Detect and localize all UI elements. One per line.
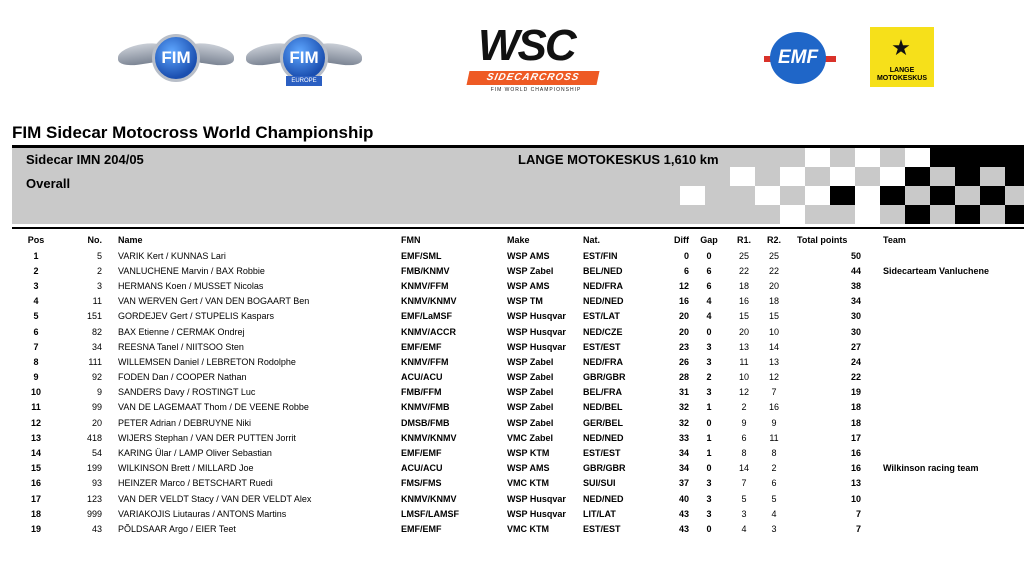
cell-nationality: BEL/FRA bbox=[583, 387, 622, 398]
cell-rider-names: WILLEMSEN Daniel / LEBRETON Rodolphe bbox=[118, 356, 296, 367]
col-gap: Gap bbox=[700, 235, 718, 245]
cell-team: Wilkinson racing team bbox=[883, 463, 979, 474]
cell-race1-points: 3 bbox=[741, 508, 747, 519]
cell-pos: 16 bbox=[30, 478, 41, 489]
cell-nationality: LIT/LAT bbox=[583, 508, 616, 519]
cell-diff: 0 bbox=[683, 250, 689, 261]
table-row bbox=[12, 309, 1024, 324]
cell-gap: 3 bbox=[706, 508, 712, 519]
cell-race2-points: 25 bbox=[768, 250, 779, 261]
cell-total-points: 24 bbox=[850, 356, 861, 367]
cell-fmn: EMF/EMF bbox=[401, 341, 442, 352]
cell-race2-points: 14 bbox=[768, 341, 779, 352]
cell-pos: 1 bbox=[33, 250, 39, 261]
cell-start-number: 199 bbox=[86, 463, 102, 474]
cell-total-points: 50 bbox=[850, 250, 861, 261]
cell-fmn: EMF/EMF bbox=[401, 448, 442, 459]
cell-race2-points: 10 bbox=[768, 326, 779, 337]
cell-nationality: NED/NED bbox=[583, 493, 624, 504]
cell-race1-points: 22 bbox=[738, 265, 749, 276]
cell-pos: 13 bbox=[30, 432, 41, 443]
cell-make: WSP Husqvar bbox=[507, 508, 566, 519]
cell-team bbox=[877, 430, 1024, 445]
cell-nationality: EST/EST bbox=[583, 523, 621, 534]
cell-rider-names: WILKINSON Brett / MILLARD Joe bbox=[118, 463, 254, 474]
cell-pos: 11 bbox=[31, 402, 41, 413]
table-row bbox=[12, 278, 1024, 293]
cell-fmn: EMF/EMF bbox=[401, 523, 442, 534]
col-make: Make bbox=[507, 235, 530, 245]
cell-nationality: NED/NED bbox=[583, 296, 624, 307]
cell-pos: 19 bbox=[30, 523, 41, 534]
cell-nationality: GBR/GBR bbox=[583, 463, 626, 474]
cell-gap: 2 bbox=[706, 372, 712, 383]
cell-team bbox=[877, 294, 1024, 309]
cell-fmn: FMS/FMS bbox=[401, 478, 442, 489]
cell-start-number: 3 bbox=[96, 280, 102, 291]
cell-pos: 4 bbox=[33, 296, 39, 307]
cell-team bbox=[877, 339, 1024, 354]
cell-nationality: NED/NED bbox=[583, 432, 624, 443]
divider bbox=[12, 227, 1024, 229]
cell-make: WSP TM bbox=[507, 296, 543, 307]
cell-nationality: BEL/NED bbox=[583, 265, 623, 276]
cell-make: WSP Zabel bbox=[507, 265, 554, 276]
cell-diff: 26 bbox=[678, 356, 689, 367]
col-name: Name bbox=[118, 235, 143, 245]
cell-make: WSP Zabel bbox=[507, 402, 554, 413]
table-row bbox=[12, 354, 1024, 369]
fim-logo: FIM bbox=[118, 30, 234, 88]
cell-rider-names: VAN DER VELDT Stacy / VAN DER VELDT Alex bbox=[118, 493, 312, 504]
cell-race2-points: 12 bbox=[768, 372, 779, 383]
cell-diff: 43 bbox=[678, 508, 689, 519]
cell-fmn: KNMV/KNMV bbox=[401, 296, 457, 307]
col-no: No. bbox=[87, 235, 102, 245]
cell-race2-points: 5 bbox=[771, 493, 777, 504]
cell-nationality: EST/EST bbox=[583, 448, 621, 459]
cell-team bbox=[877, 309, 1024, 324]
cell-race2-points: 9 bbox=[771, 417, 777, 428]
cell-total-points: 13 bbox=[850, 478, 861, 489]
cell-fmn: DMSB/FMB bbox=[401, 417, 450, 428]
rider-icon: ★ bbox=[891, 35, 911, 60]
cell-rider-names: PÕLDSAAR Argo / EIER Teet bbox=[118, 523, 236, 534]
col-diff: Diff bbox=[674, 235, 689, 245]
cell-pos: 8 bbox=[33, 356, 39, 367]
cell-total-points: 30 bbox=[850, 326, 861, 337]
cell-pos: 3 bbox=[33, 280, 39, 291]
cell-race1-points: 18 bbox=[738, 280, 749, 291]
cell-rider-names: REESNA Tanel / NIITSOO Sten bbox=[118, 341, 244, 352]
cell-team bbox=[877, 445, 1024, 460]
table-row bbox=[12, 415, 1024, 430]
cell-diff: 12 bbox=[678, 280, 689, 291]
table-row bbox=[12, 476, 1024, 491]
cell-start-number: 418 bbox=[86, 432, 102, 443]
table-row bbox=[12, 506, 1024, 521]
cell-total-points: 44 bbox=[850, 265, 861, 276]
cell-nationality: NED/FRA bbox=[583, 280, 623, 291]
cell-race2-points: 2 bbox=[771, 463, 777, 474]
cell-make: WSP KTM bbox=[507, 448, 550, 459]
cell-diff: 43 bbox=[678, 523, 689, 534]
cell-make: WSP Husqvar bbox=[507, 341, 566, 352]
cell-total-points: 38 bbox=[850, 280, 861, 291]
table-row bbox=[12, 263, 1024, 278]
cell-pos: 5 bbox=[33, 311, 39, 322]
page-title: FIM Sidecar Motocross World Championship bbox=[12, 123, 374, 142]
fim-europe-logo: FIM EUROPE bbox=[246, 30, 362, 88]
cell-fmn: EMF/LaMSF bbox=[401, 311, 452, 322]
logo-strip bbox=[0, 0, 1024, 112]
cell-nationality: GBR/GBR bbox=[583, 372, 626, 383]
cell-race2-points: 11 bbox=[769, 432, 779, 443]
cell-gap: 0 bbox=[706, 463, 712, 474]
cell-pos: 18 bbox=[30, 508, 41, 519]
checkered-flag-decoration bbox=[680, 148, 1024, 224]
cell-nationality: SUI/SUI bbox=[583, 478, 616, 489]
cell-total-points: 16 bbox=[850, 448, 861, 459]
cell-rider-names: VAN WERVEN Gert / VAN DEN BOGAART Ben bbox=[118, 296, 310, 307]
table-row bbox=[12, 430, 1024, 445]
cell-diff: 28 bbox=[678, 372, 689, 383]
cell-gap: 0 bbox=[706, 523, 712, 534]
cell-rider-names: KARING Ülar / LAMP Oliver Sebastian bbox=[118, 448, 272, 459]
cell-gap: 4 bbox=[706, 296, 712, 307]
cell-start-number: 11 bbox=[92, 296, 102, 307]
cell-race1-points: 8 bbox=[741, 448, 747, 459]
cell-make: WSP Zabel bbox=[507, 417, 554, 428]
cell-start-number: 54 bbox=[91, 448, 102, 459]
cell-diff: 40 bbox=[678, 493, 689, 504]
cell-fmn: ACU/ACU bbox=[401, 372, 443, 383]
cell-make: WSP Husqvar bbox=[507, 326, 566, 337]
cell-make: WSP Zabel bbox=[507, 372, 554, 383]
cell-race1-points: 6 bbox=[741, 432, 747, 443]
cell-nationality: NED/FRA bbox=[583, 356, 623, 367]
cell-race2-points: 20 bbox=[768, 280, 779, 291]
cell-team bbox=[877, 278, 1024, 293]
table-row bbox=[12, 461, 1024, 476]
cell-race2-points: 3 bbox=[771, 523, 777, 534]
cell-nationality: NED/BEL bbox=[583, 402, 623, 413]
cell-race2-points: 6 bbox=[771, 478, 777, 489]
cell-start-number: 111 bbox=[88, 356, 102, 367]
cell-fmn: KNMV/ACCR bbox=[401, 326, 456, 337]
cell-total-points: 30 bbox=[850, 311, 861, 322]
cell-race2-points: 18 bbox=[768, 296, 779, 307]
cell-diff: 34 bbox=[678, 463, 689, 474]
cell-rider-names: WIJERS Stephan / VAN DER PUTTEN Jorrit bbox=[118, 432, 296, 443]
cell-pos: 9 bbox=[33, 372, 39, 383]
cell-gap: 1 bbox=[706, 402, 712, 413]
cell-race1-points: 13 bbox=[738, 341, 749, 352]
cell-start-number: 2 bbox=[96, 265, 102, 276]
cell-gap: 3 bbox=[706, 478, 712, 489]
cell-race2-points: 15 bbox=[768, 311, 779, 322]
cell-race2-points: 4 bbox=[771, 508, 777, 519]
cell-total-points: 7 bbox=[855, 523, 861, 534]
cell-fmn: KNMV/FFM bbox=[401, 356, 449, 367]
cell-rider-names: PETER Adrian / DEBRUYNE Niki bbox=[118, 417, 252, 428]
cell-race2-points: 22 bbox=[768, 265, 779, 276]
cell-gap: 1 bbox=[706, 432, 712, 443]
cell-diff: 37 bbox=[678, 478, 689, 489]
cell-start-number: 92 bbox=[91, 372, 102, 383]
cell-rider-names: BAX Etienne / CERMAK Ondrej bbox=[118, 326, 245, 337]
cell-make: VMC KTM bbox=[507, 523, 549, 534]
cell-make: WSP Zabel bbox=[507, 387, 554, 398]
cell-total-points: 16 bbox=[850, 463, 861, 474]
table-row bbox=[12, 324, 1024, 339]
event-name: Sidecar IMN 204/05 bbox=[26, 152, 144, 167]
cell-rider-names: SANDERS Davy / ROSTINGT Luc bbox=[118, 387, 256, 398]
cell-nationality: EST/LAT bbox=[583, 311, 620, 322]
cell-race2-points: 7 bbox=[771, 387, 777, 398]
cell-gap: 3 bbox=[706, 356, 712, 367]
table-row bbox=[12, 248, 1024, 263]
cell-diff: 32 bbox=[678, 402, 689, 413]
cell-team bbox=[877, 248, 1024, 263]
cell-diff: 16 bbox=[678, 296, 689, 307]
cell-make: WSP Husqvar bbox=[507, 311, 566, 322]
table-row bbox=[12, 491, 1024, 506]
cell-race1-points: 12 bbox=[738, 387, 749, 398]
cell-rider-names: HEINZER Marco / BETSCHART Ruedi bbox=[118, 478, 273, 489]
col-pos: Pos bbox=[27, 235, 45, 245]
cell-rider-names: FODEN Dan / COOPER Nathan bbox=[118, 372, 247, 383]
table-row bbox=[12, 370, 1024, 385]
cell-nationality: GER/BEL bbox=[583, 417, 624, 428]
cell-total-points: 22 bbox=[850, 372, 861, 383]
table-row bbox=[12, 400, 1024, 415]
cell-pos: 7 bbox=[33, 341, 39, 352]
cell-fmn: LMSF/LAMSF bbox=[401, 508, 459, 519]
cell-race1-points: 16 bbox=[738, 296, 749, 307]
cell-team bbox=[877, 506, 1024, 521]
cell-race2-points: 8 bbox=[771, 448, 777, 459]
cell-make: WSP Husqvar bbox=[507, 493, 566, 504]
cell-fmn: FMB/FFM bbox=[401, 387, 442, 398]
cell-diff: 20 bbox=[678, 311, 689, 322]
cell-race1-points: 7 bbox=[741, 478, 747, 489]
cell-race1-points: 2 bbox=[741, 402, 747, 413]
cell-diff: 32 bbox=[678, 417, 689, 428]
cell-race1-points: 9 bbox=[741, 417, 747, 428]
cell-diff: 31 bbox=[678, 387, 689, 398]
cell-make: WSP Zabel bbox=[507, 356, 554, 367]
cell-start-number: 82 bbox=[91, 326, 102, 337]
cell-diff: 33 bbox=[678, 432, 689, 443]
cell-diff: 23 bbox=[678, 341, 689, 352]
cell-team bbox=[877, 354, 1024, 369]
cell-pos: 10 bbox=[30, 387, 41, 398]
col-total-points: Total points bbox=[797, 235, 848, 245]
cell-fmn: ACU/ACU bbox=[401, 463, 443, 474]
table-row bbox=[12, 445, 1024, 460]
cell-start-number: 123 bbox=[86, 493, 102, 504]
cell-pos: 15 bbox=[30, 463, 41, 474]
cell-gap: 3 bbox=[706, 341, 712, 352]
cell-race1-points: 11 bbox=[739, 356, 749, 367]
cell-make: VMC KTM bbox=[507, 478, 549, 489]
emf-logo: EMF bbox=[764, 32, 836, 84]
table-header-row bbox=[12, 232, 1024, 248]
cell-rider-names: VANLUCHENE Marvin / BAX Robbie bbox=[118, 265, 265, 276]
cell-pos: 17 bbox=[30, 493, 41, 504]
cell-rider-names: VAN DE LAGEMAAT Thom / DE VEENE Robbe bbox=[118, 402, 309, 413]
cell-start-number: 20 bbox=[91, 417, 102, 428]
cell-rider-names: VARIAKOJIS Liutauras / ANTONS Martins bbox=[118, 508, 287, 519]
cell-team bbox=[877, 324, 1024, 339]
cell-race1-points: 4 bbox=[741, 523, 747, 534]
cell-fmn: KNMV/FFM bbox=[401, 280, 449, 291]
cell-make: WSP AMS bbox=[507, 250, 550, 261]
cell-total-points: 17 bbox=[850, 432, 861, 443]
cell-diff: 34 bbox=[678, 448, 689, 459]
cell-team bbox=[877, 491, 1024, 506]
cell-total-points: 27 bbox=[850, 341, 861, 352]
cell-gap: 0 bbox=[706, 326, 712, 337]
wsc-sidecarcross-logo: WSC SIDECARCROSS FIM WORLD CHAMPIONSHIP bbox=[466, 24, 600, 96]
table-row bbox=[12, 521, 1024, 536]
cell-fmn: KNMV/KNMV bbox=[401, 432, 457, 443]
table-row bbox=[12, 339, 1024, 354]
cell-team bbox=[877, 400, 1024, 415]
cell-diff: 6 bbox=[683, 265, 689, 276]
cell-team bbox=[877, 521, 1024, 536]
cell-start-number: 999 bbox=[86, 508, 102, 519]
cell-total-points: 7 bbox=[855, 508, 861, 519]
cell-nationality: EST/FIN bbox=[583, 250, 618, 261]
cell-rider-names: VARIK Kert / KUNNAS Lari bbox=[118, 250, 226, 261]
cell-race1-points: 14 bbox=[738, 463, 749, 474]
cell-race1-points: 25 bbox=[738, 250, 749, 261]
cell-nationality: EST/EST bbox=[583, 341, 621, 352]
cell-fmn: KNMV/FMB bbox=[401, 402, 450, 413]
cell-team: Sidecarteam Vanluchene bbox=[883, 265, 990, 276]
cell-start-number: 34 bbox=[91, 341, 102, 352]
col-nat: Nat. bbox=[583, 235, 601, 245]
cell-total-points: 18 bbox=[850, 402, 861, 413]
cell-total-points: 18 bbox=[850, 417, 861, 428]
cell-start-number: 151 bbox=[86, 311, 102, 322]
cell-fmn: FMB/KNMV bbox=[401, 265, 450, 276]
cell-make: VMC Zabel bbox=[507, 432, 554, 443]
cell-pos: 2 bbox=[33, 265, 39, 276]
cell-race2-points: 13 bbox=[768, 356, 779, 367]
cell-start-number: 99 bbox=[91, 402, 102, 413]
cell-gap: 4 bbox=[706, 311, 712, 322]
cell-total-points: 19 bbox=[850, 387, 861, 398]
cell-total-points: 34 bbox=[850, 296, 861, 307]
cell-diff: 20 bbox=[678, 326, 689, 337]
cell-gap: 6 bbox=[706, 280, 712, 291]
cell-race1-points: 10 bbox=[738, 372, 749, 383]
cell-race1-points: 20 bbox=[738, 326, 749, 337]
cell-pos: 12 bbox=[30, 417, 41, 428]
cell-gap: 3 bbox=[706, 493, 712, 504]
cell-race2-points: 16 bbox=[768, 402, 779, 413]
cell-race1-points: 15 bbox=[738, 311, 749, 322]
cell-make: WSP AMS bbox=[507, 463, 550, 474]
cell-gap: 3 bbox=[706, 387, 712, 398]
cell-team bbox=[877, 476, 1024, 491]
cell-start-number: 5 bbox=[96, 250, 102, 261]
col-team: Team bbox=[883, 235, 906, 245]
col-fmn: FMN bbox=[401, 235, 421, 245]
cell-gap: 6 bbox=[706, 265, 712, 276]
cell-nationality: NED/CZE bbox=[583, 326, 623, 337]
cell-start-number: 93 bbox=[91, 478, 102, 489]
cell-total-points: 10 bbox=[850, 493, 861, 504]
cell-make: WSP AMS bbox=[507, 280, 550, 291]
cell-pos: 6 bbox=[33, 326, 39, 337]
cell-race1-points: 5 bbox=[741, 493, 747, 504]
col-r1: R1. bbox=[736, 235, 751, 245]
event-venue: LANGE MOTOKESKUS 1,610 km bbox=[518, 152, 719, 167]
table-row bbox=[12, 385, 1024, 400]
cell-team bbox=[877, 415, 1024, 430]
col-r2: R2. bbox=[766, 235, 781, 245]
cell-team bbox=[877, 370, 1024, 385]
cell-start-number: 9 bbox=[96, 387, 102, 398]
cell-fmn: KNMV/KNMV bbox=[401, 493, 457, 504]
cell-pos: 14 bbox=[30, 448, 41, 459]
cell-fmn: EMF/SML bbox=[401, 250, 442, 261]
lange-motokeskus-logo: ★ LANGE MOTOKESKUS bbox=[870, 27, 934, 87]
cell-start-number: 43 bbox=[91, 523, 102, 534]
table-row bbox=[12, 294, 1024, 309]
cell-gap: 1 bbox=[706, 448, 712, 459]
cell-rider-names: GORDEJEV Gert / STUPELIS Kaspars bbox=[118, 311, 275, 322]
cell-rider-names: HERMANS Koen / MUSSET Nicolas bbox=[118, 280, 264, 291]
cell-gap: 0 bbox=[706, 250, 712, 261]
cell-team bbox=[877, 385, 1024, 400]
results-category: Overall bbox=[26, 176, 71, 191]
cell-gap: 0 bbox=[706, 417, 712, 428]
results-table bbox=[12, 232, 1024, 537]
